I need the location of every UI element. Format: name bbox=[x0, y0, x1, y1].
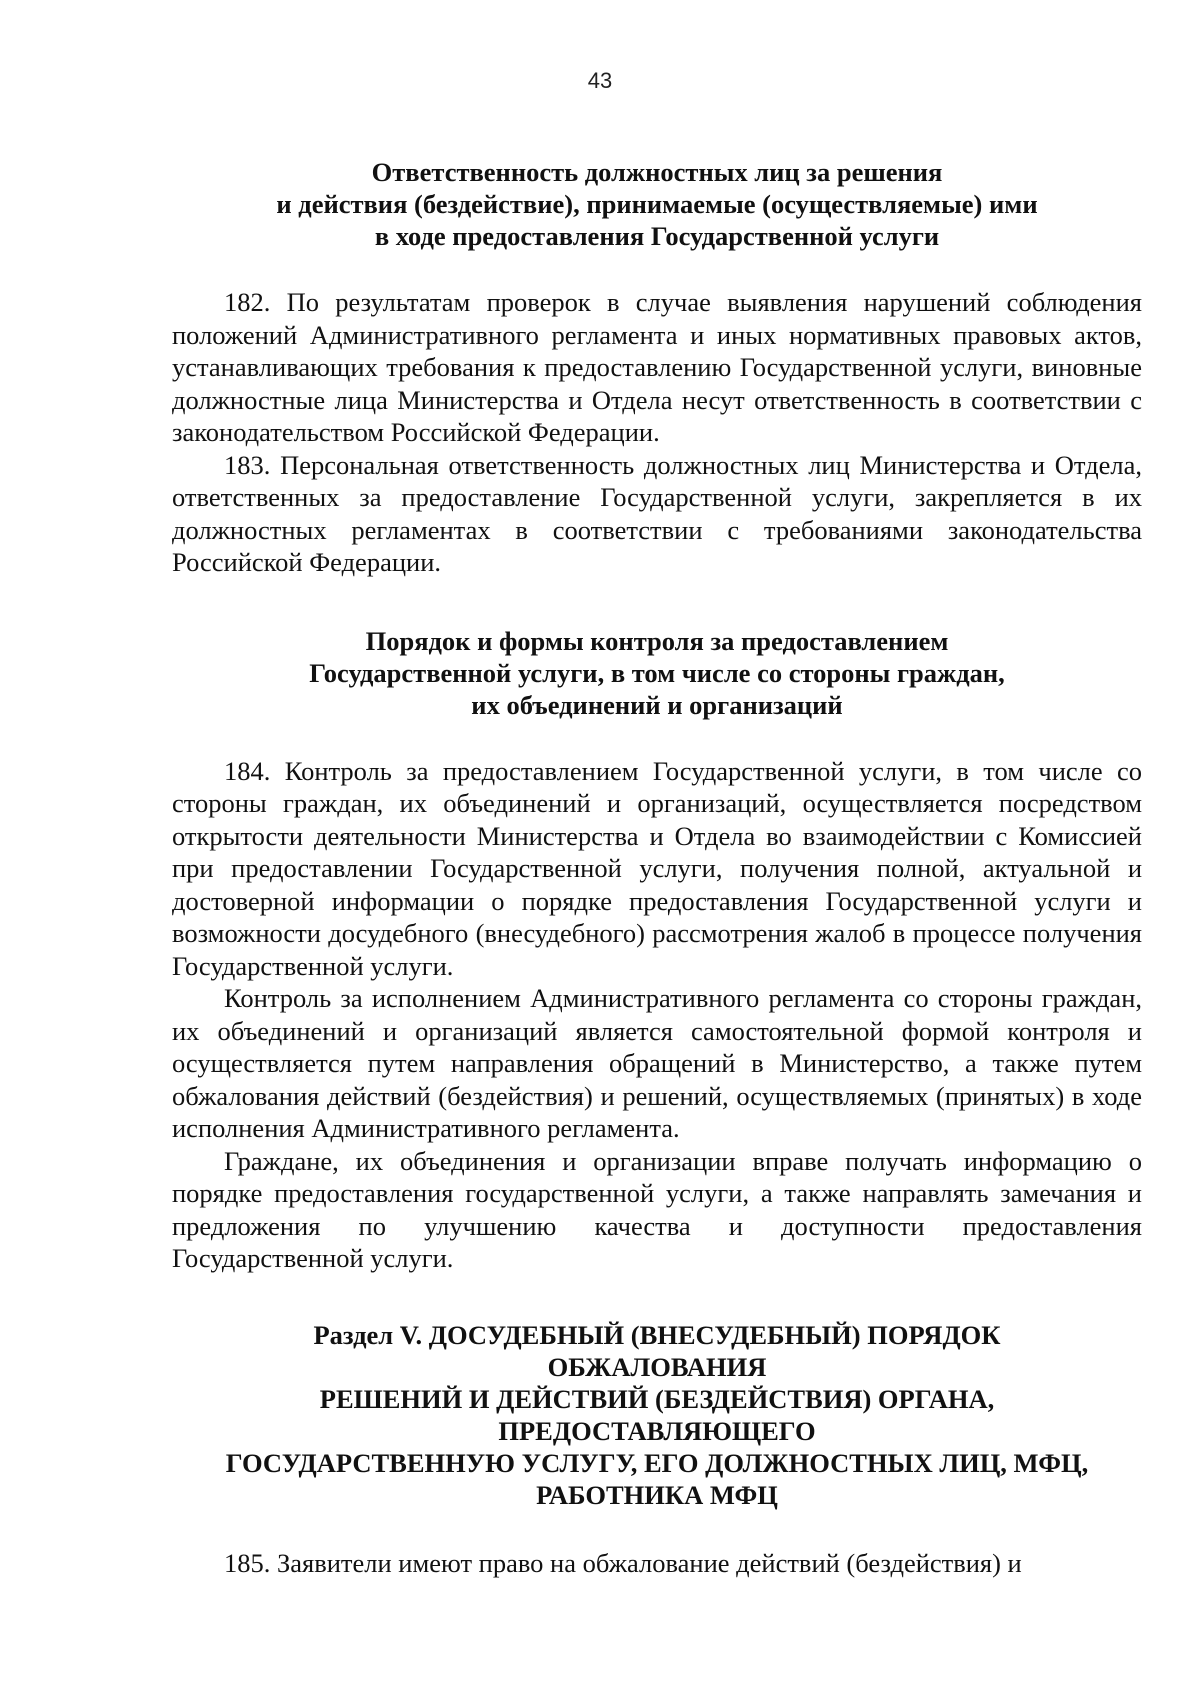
paragraph-183: 183. Персональная ответственность должностных лиц Министерства и Отдела, ответственных за предоставление Государственной услуги, закрепляется в их должностных регламентах в соответствии с требованиями законодательства Российской Федерации. bbox=[172, 449, 1142, 577]
paragraph-184: 184. Контроль за предоставлением Государственной услуги, в том числе со стороны граждан, их объединений и организаций, осуществляется посредством открытости деятельности Министерства и Отдела во взаимодействии с Комиссией при предоставлении Государственной услуги, получения полной, актуальной и достоверной информации о порядке предоставления Государственной услуги и возможности досудебного (внесудебного) рассмотрения жалоб в процессе получения Государственной услуги. bbox=[172, 755, 1142, 981]
heading-line: ПРЕДОСТАВЛЯЮЩЕГО bbox=[498, 1415, 816, 1446]
heading-line: Раздел V. ДОСУДЕБНЫЙ (ВНЕСУДЕБНЫЙ) ПОРЯДОК bbox=[313, 1319, 1001, 1350]
paragraph-citizen-control: Контроль за исполнением Административного регламента со стороны граждан, их объединений и организаций является самостоятельной формой контроля и осуществляется путем направления обращений в Министерство, а также путем обжалования действий (бездействия) и решений, осуществляемых (принятых) в ходе исполнения Административного регламента. bbox=[172, 983, 1142, 1143]
page-content bbox=[172, 156, 1142, 1579]
paragraph-182: 182. По результатам проверок в случае выявления нарушений соблюдения положений Административного регламента и иных нормативных правовых актов, устанавливающих требования к предоставлению Государственной услуги, виновные должностные лица Министерства и Отдела несут ответственность в соответствии с законодательством Российской Федерации. bbox=[172, 287, 1142, 447]
heading-line: РАБОТНИКА МФЦ bbox=[536, 1479, 778, 1510]
heading-line: РЕШЕНИЙ И ДЕЙСТВИЙ (БЕЗДЕЙСТВИЯ) ОРГАНА, bbox=[319, 1383, 995, 1414]
heading-line: Ответственность должностных лиц за решения bbox=[371, 157, 943, 187]
heading-line: Государственной услуги, в том числе со стороны граждан, bbox=[309, 657, 1005, 688]
section-heading-appeal bbox=[172, 1319, 1142, 1511]
heading-line: ГОСУДАРСТВЕННУЮ УСЛУГУ, ЕГО ДОЛЖНОСТНЫХ ЛИЦ, МФЦ, bbox=[225, 1447, 1089, 1478]
section-heading-responsibility bbox=[172, 156, 1142, 252]
paragraph-citizen-rights: Граждане, их объединения и организации вправе получать информацию о порядке предоставления государственной услуги, а также направлять замечания и предложения по улучшению качества и доступности предоставления Государственной услуги. bbox=[172, 1145, 1142, 1273]
heading-line: ОБЖАЛОВАНИЯ bbox=[547, 1351, 767, 1382]
paragraph-185: 185. Заявители имеют право на обжалование действий (бездействия) и bbox=[224, 1547, 1022, 1578]
page-number: 43 bbox=[587, 68, 613, 93]
heading-line: в ходе предоставления Государственной услуги bbox=[374, 221, 940, 251]
heading-line: Порядок и формы контроля за предоставлением bbox=[365, 625, 949, 656]
section-heading-control bbox=[172, 625, 1142, 721]
heading-line: их объединений и организаций bbox=[471, 689, 843, 720]
heading-line: и действия (бездействие), принимаемые (осуществляемые) ими bbox=[276, 189, 1038, 219]
